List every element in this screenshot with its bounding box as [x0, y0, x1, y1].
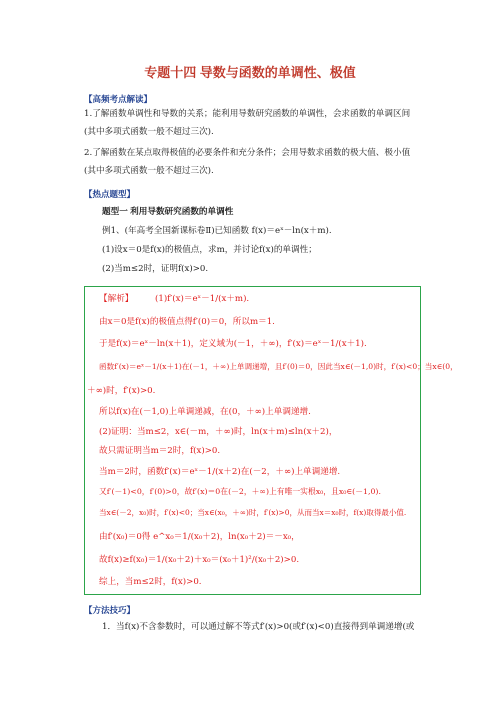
solution-line-3: 于是f(x)＝eˣ－ln(x＋1)，定义域为(－1，＋∞)，f′(x)＝eˣ－1/(x＋1). [99, 339, 367, 349]
solution-line-2: 由x＝0是f(x)的极值点得f′(0)＝0，所以m＝1. [99, 317, 275, 327]
solution-label: 【解析】 [99, 294, 134, 304]
method-line-1: 1．当f(x)不含参数时，可以通过解不等式f′(x)>0(或f′(x)<0)直接得到单调递增(或 [102, 622, 415, 632]
solution-line-6: 所以f(x)在(－1,0)上单调递减，在(0，＋∞)上单调递增. [99, 407, 311, 417]
example-line-2: (1)设x＝0是f(x)的极值点，求m，并讨论f(x)的单调性； [102, 245, 317, 255]
reading-line-3: 2.了解函数在某点取得极值的必要条件和充分条件；会用导数求函数的极大值、极小值 [84, 148, 411, 158]
example-line-1: 例1、(年高考全国新课标卷Ⅱ)已知函数 f(x)＝eˣ－ln(x＋m). [102, 226, 332, 236]
type-heading: 题型一 利用导数研究函数的单调性 [102, 206, 234, 216]
solution-line-14: 综上，当m≤2时，f(x)>0. [99, 577, 202, 587]
page-title: 专题十四 导数与函数的单调性、极值 [144, 65, 356, 80]
example-line-3: (2)当m≤2时，证明f(x)>0. [102, 264, 209, 274]
reading-line-4: (其中多项式函数一般不超过三次). [84, 166, 214, 176]
section-hot-types: 【热点题型】 [84, 189, 136, 199]
solution-line-12: 由f′(x₀)＝0得 e^x₀＝1/(x₀＋2)，ln(x₀＋2)＝－x₀， [99, 532, 300, 542]
solution-line-9: 当m＝2时，函数f′(x)＝eˣ－1/(x＋2)在(－2，＋∞)上单调递增. [99, 467, 341, 477]
solution-line-7: (2)证明：当m≤2，x∈(－m，＋∞)时，ln(x＋m)≤ln(x＋2)， [99, 427, 338, 437]
reading-line-2: (其中多项式函数一般不超过三次). [84, 127, 214, 137]
solution-line-4: 函数f′(x)＝eˣ－1/(x＋1)在(－1，＋∞)上单调递增，且f′(0)＝0，因此当x∈(－1,0)时，f′(x)<0；当x∈(0， [99, 362, 458, 371]
solution-line-13: 故f(x)≥f(x₀)＝1/(x₀＋2)＋x₀＝(x₀＋1)²/(x₀＋2)>0. [99, 555, 300, 565]
section-methods: 【方法技巧】 [84, 605, 136, 615]
solution-line-8: 故只需证明当m＝2时，f(x)>0. [99, 446, 221, 456]
section-exam-analysis: 【高频考点解读】 [84, 94, 153, 104]
solution-line-10: 又f′(－1)<0，f′(0)>0，故f′(x)＝0在(－2，＋∞)上有唯一实根x₀，且x₀∈(－1,0). [99, 487, 381, 496]
solution-line-11: 当x∈(－2，x₀)时，f′(x)<0；当x∈(x₀，＋∞)时，f′(x)>0，从而当x＝x₀时，f(x)取得最小值. [99, 508, 407, 517]
solution-box [84, 286, 458, 595]
solution-line-1: (1)f′(x)＝eˣ－1/(x＋m). [155, 294, 250, 304]
solution-line-5: ＋∞)时，f′(x)>0. [87, 386, 156, 396]
reading-line-1: 1.了解函数单调性和导数的关系；能利用导数研究函数的单调性，会求函数的单调区间 [84, 109, 411, 119]
